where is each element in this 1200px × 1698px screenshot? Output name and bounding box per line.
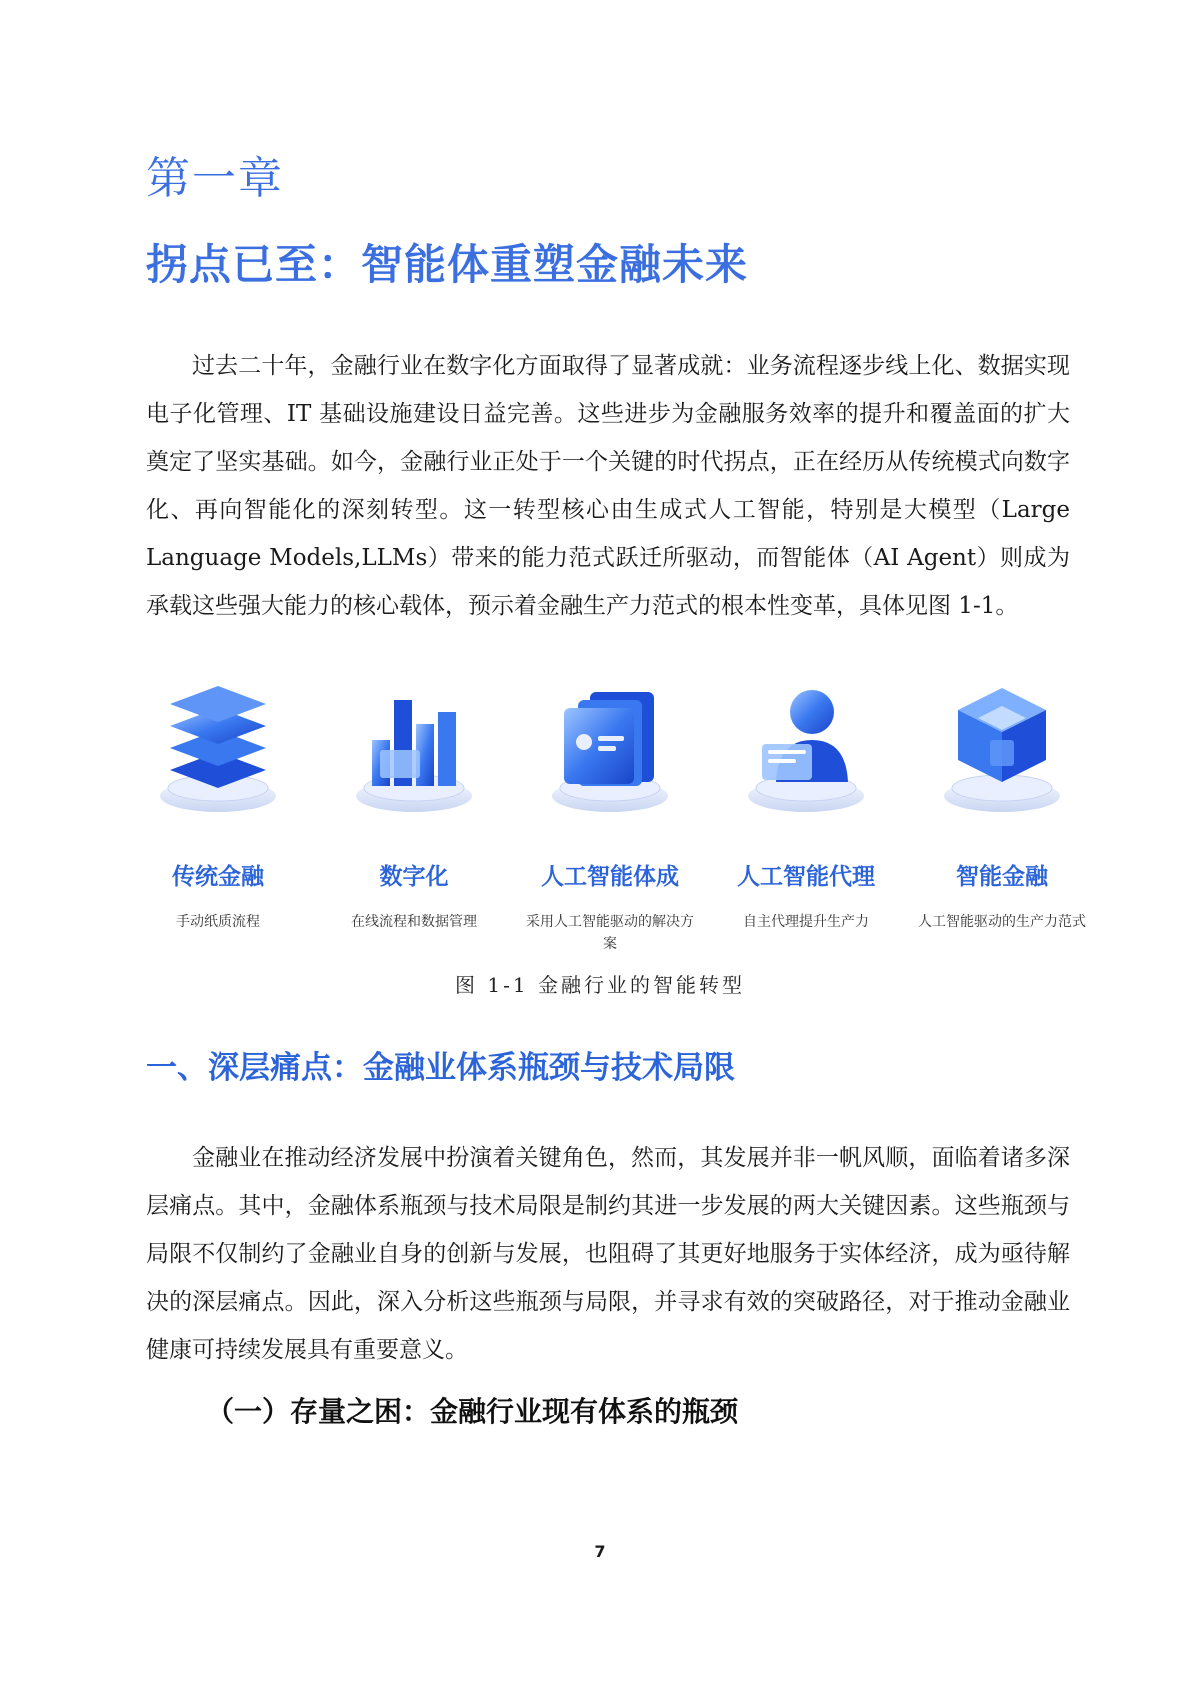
figure-item-digitalization <box>316 678 512 978</box>
intro-paragraph: 过去二十年，金融行业在数字化方面取得了显著成就：业务流程逐步线上化、数据实现电子化管理、IT 基础设施建设日益完善。这些进步为金融服务效率的提升和覆盖面的扩大奠定了坚实基础。如今，金融行业正处于一个关键的时代拐点，正在经历从传统模式向数字化、再向智能化的深刻转型。这一转型核心由生成式人工智能，特别是大模型（Large Language Models,LLMs）带来的能力范式跃迁所驱动，而智能体（AI Agent）则成为承载这些强大能力的核心载体，预示着金融生产力范式的根本性变革，具体见图 1-1。 <box>146 353 1070 619</box>
figure-description: 手动纸质流程 <box>176 914 260 930</box>
subsection-heading: （一）存量之困：金融行业现有体系的瓶颈 <box>206 1395 739 1428</box>
chapter-title: 拐点已至：智能体重塑金融未来 <box>146 240 749 289</box>
figure-description: 在线流程和数据管理 <box>351 914 477 930</box>
stacked-layers-icon <box>154 678 282 826</box>
section-heading: 一、深层痛点：金融业体系瓶颈与技术局限 <box>146 1050 735 1086</box>
figure-label: 数字化 <box>379 864 449 890</box>
page-number: 7 <box>594 1542 606 1561</box>
chapter-heading: 第一章 <box>146 153 284 204</box>
figure-item-traditional-finance <box>120 678 316 978</box>
screen-panels-icon <box>546 678 674 826</box>
person-agent-icon <box>742 678 870 826</box>
figure-label: 传统金融 <box>172 864 264 890</box>
figure-item-smart-finance <box>904 678 1100 978</box>
figure-item-ai-integration <box>512 678 708 978</box>
figure-description: 采用人工智能驱动的解决方案 <box>526 914 694 952</box>
figure-item-ai-agent <box>708 678 904 978</box>
cube-icon <box>938 678 1066 826</box>
figure-label: 人工智能代理 <box>737 864 875 890</box>
bar-chart-icon <box>350 678 478 826</box>
figure-description: 人工智能驱动的生产力范式 <box>918 914 1086 930</box>
section-paragraph: 金融业在推动经济发展中扮演着关键角色，然而，其发展并非一帆风顺，面临着诸多深层痛点。其中，金融体系瓶颈与技术局限是制约其进一步发展的两大关键因素。这些瓶颈与局限不仅制约了金融业自身的创新与发展，也阻碍了其更好地服务于实体经济，成为亟待解决的深层痛点。因此，深入分析这些瓶颈与局限，并寻求有效的突破路径，对于推动金融业健康可持续发展具有重要意义。 <box>146 1145 1070 1363</box>
figure-label: 人工智能体成 <box>541 864 679 890</box>
figure-1-1 <box>120 678 1100 978</box>
figure-label: 智能金融 <box>956 864 1048 890</box>
figure-description: 自主代理提升生产力 <box>743 914 869 930</box>
figure-caption: 图 1-1 金融行业的智能转型 <box>455 973 745 997</box>
